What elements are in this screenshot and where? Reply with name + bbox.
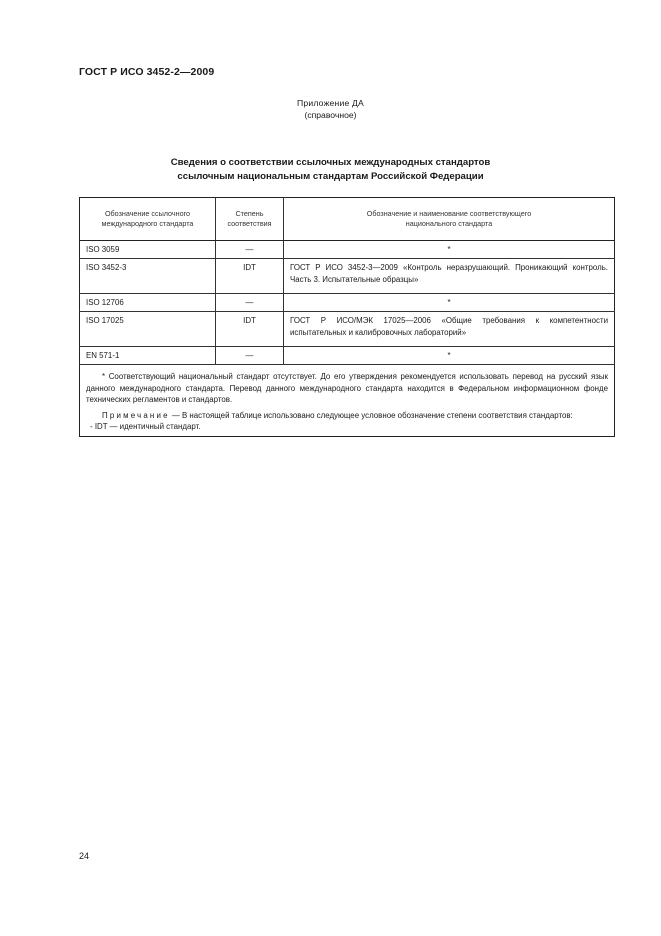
page-number: 24 — [79, 851, 90, 861]
section-title-line-1: Сведения о соответствии ссылочных международных стандартов — [170, 157, 491, 168]
note-list-item: - IDT — идентичный стандарт. — [90, 422, 201, 431]
table-header-row — [80, 198, 615, 241]
column-header-line: Степень — [235, 208, 264, 218]
cell-degree: — — [216, 294, 284, 312]
cell-degree: — — [216, 347, 284, 365]
cell-international-standard: EN 571-1 — [80, 347, 216, 365]
column-header-degree — [216, 198, 284, 241]
column-header-international — [80, 198, 216, 241]
cell-national-standard: * — [284, 294, 615, 312]
table-row — [80, 312, 615, 347]
note-text: — В настоящей таблице использовано следующее условное обозначение степени соответствия стандартов: — [169, 410, 573, 420]
cell-degree: IDT — [216, 259, 284, 294]
table-note — [86, 410, 608, 422]
table-row — [80, 241, 615, 259]
column-header-line: Обозначение и наименование соответствующего — [366, 208, 532, 218]
cell-international-standard: ISO 17025 — [80, 312, 216, 347]
column-header-national — [284, 198, 615, 241]
cell-national-standard: * — [284, 347, 615, 365]
cell-degree: — — [216, 241, 284, 259]
footnote-text: * Соответствующий национальный стандарт отсутствует. До его утверждения рекомендуется использовать перевод на русский язык данного международного стандарта. Перевод данного международного стандарта находится в Федеральном информационном фонде технических регламентов и стандартов. — [86, 372, 608, 404]
cell-national-standard: * — [284, 241, 615, 259]
document-code: ГОСТ Р ИСО 3452-2—2009 — [79, 66, 215, 78]
annex-title: Приложение ДА — [297, 98, 364, 108]
note-label: Примечание — [102, 410, 170, 420]
table-row — [80, 259, 615, 294]
column-header-line: соответствия — [227, 219, 272, 228]
column-header-line: Обозначение ссылочного — [104, 208, 191, 218]
column-header-line: национального стандарта — [405, 219, 493, 228]
cell-international-standard: ISO 3059 — [80, 241, 216, 259]
section-title-line-2: ссылочным национальным стандартам Российской Федерации — [177, 170, 484, 182]
table-footnote-row — [80, 365, 615, 437]
annex-subtitle: (справочное) — [304, 109, 357, 120]
cell-international-standard: ISO 3452-3 — [80, 259, 216, 294]
table-footnote — [80, 365, 615, 437]
cell-national-standard: ГОСТ Р ИСО/МЭК 17025—2006 «Общие требования к компетентности испытательных и калибровочных лабораторий» — [284, 312, 615, 347]
cell-degree: IDT — [216, 312, 284, 347]
section-title — [0, 156, 661, 183]
column-header-line: международного стандарта — [101, 219, 194, 228]
cell-national-standard: ГОСТ Р ИСО 3452-3—2009 «Контроль неразрушающий. Проникающий контроль. Часть 3. Испытательные образцы» — [284, 259, 615, 294]
table-row — [80, 294, 615, 312]
annex-heading — [0, 98, 661, 121]
table-row — [80, 347, 615, 365]
correspondence-table — [79, 197, 615, 437]
correspondence-table-wrapper — [79, 197, 614, 437]
cell-international-standard: ISO 12706 — [80, 294, 216, 312]
